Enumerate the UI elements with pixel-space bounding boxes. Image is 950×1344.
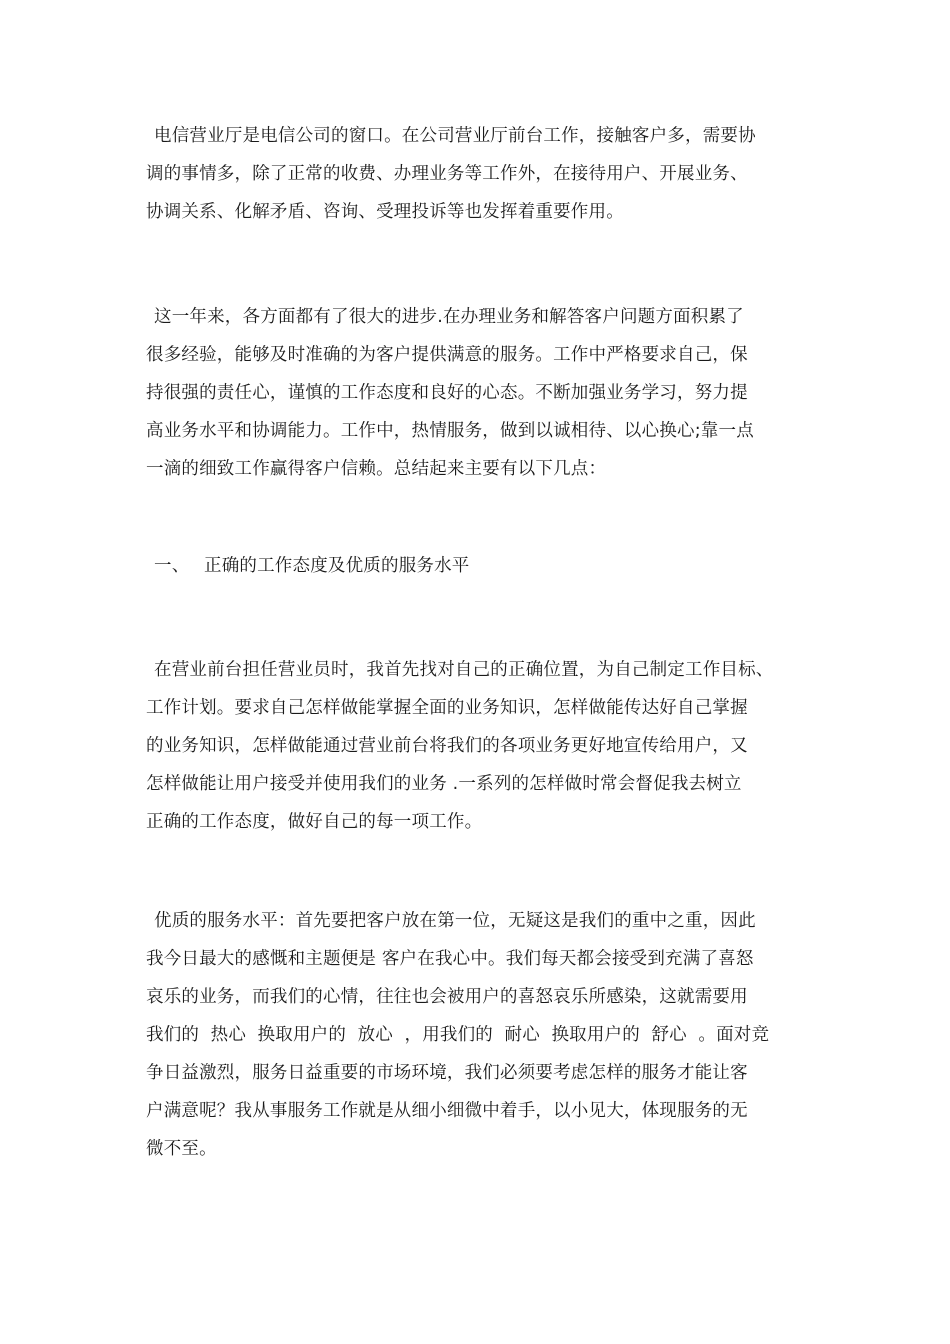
paragraph-line: 的业务知识，怎样做能通过营业前台将我们的各项业务更好地宣传给用户，又	[146, 736, 748, 756]
paragraph-line: 争日益激烈，服务日益重要的市场环境，我们必须要考虑怎样的服务才能让客	[146, 1063, 748, 1083]
heading-text: 正确的工作态度及优质的服务水平	[204, 556, 470, 576]
paragraph-line: 工作计划。要求自己怎样做能掌握全面的业务知识，怎样做能传达好自己掌握	[146, 698, 748, 718]
paragraph-line: 优质的服务水平：首先要把客户放在第一位，无疑这是我们的重中之重，因此	[154, 911, 756, 931]
paragraph-line: 协调关系、化解矛盾、咨询、受理投诉等也发挥着重要作用。	[146, 202, 624, 222]
section-heading	[146, 547, 826, 585]
paragraph-line: 高业务水平和协调能力。工作中，热情服务，做到以诚相待、以心换心;靠一点	[146, 421, 754, 441]
paragraph-line: 我今日最大的感慨和主题便是 客户在我心中。我们每天都会接受到充满了喜怒	[146, 949, 754, 969]
paragraph-line: 很多经验，能够及时准确的为客户提供满意的服务。工作中严格要求自己，保	[146, 345, 748, 365]
paragraph-line: 这一年来，各方面都有了很大的进步.在办理业务和解答客户问题方面积累了	[154, 307, 744, 327]
paragraph-line: 正确的工作态度，做好自己的每一项工作。	[146, 812, 483, 832]
intro-paragraph	[146, 117, 826, 231]
heading-number: 一、	[154, 556, 190, 576]
paragraph-line: 户满意呢？我从事服务工作就是从细小细微中着手，以小见大，体现服务的无	[146, 1101, 748, 1121]
paragraph-line: 微不至。	[146, 1139, 217, 1159]
paragraph-line: 调的事情多，除了正常的收费、办理业务等工作外，在接待用户、开展业务、	[146, 164, 748, 184]
service-level-paragraph	[146, 902, 826, 1168]
heading-line	[146, 547, 826, 585]
summary-paragraph	[146, 298, 826, 488]
paragraph-line: 电信营业厅是电信公司的窗口。在公司营业厅前台工作，接触客户多，需要协	[154, 126, 756, 146]
paragraph-line: 怎样做能让用户接受并使用我们的业务 .一系列的怎样做时常会督促我去树立	[146, 774, 742, 794]
paragraph-line: 在营业前台担任营业员时，我首先找对自己的正确位置，为自己制定工作目标、	[154, 660, 774, 680]
paragraph-line: 哀乐的业务，而我们的心情，往往也会被用户的喜怒哀乐所感染，这就需要用	[146, 987, 748, 1007]
work-attitude-paragraph	[146, 651, 826, 841]
paragraph-line: 我们的 热心 换取用户的 放心 ，用我们的 耐心 换取用户的 舒心 。面对竞	[146, 1025, 770, 1045]
paragraph-line: 持很强的责任心，谨慎的工作态度和良好的心态。不断加强业务学习，努力提	[146, 383, 748, 403]
paragraph-line: 一滴的细致工作赢得客户信赖。总结起来主要有以下几点：	[146, 459, 607, 479]
